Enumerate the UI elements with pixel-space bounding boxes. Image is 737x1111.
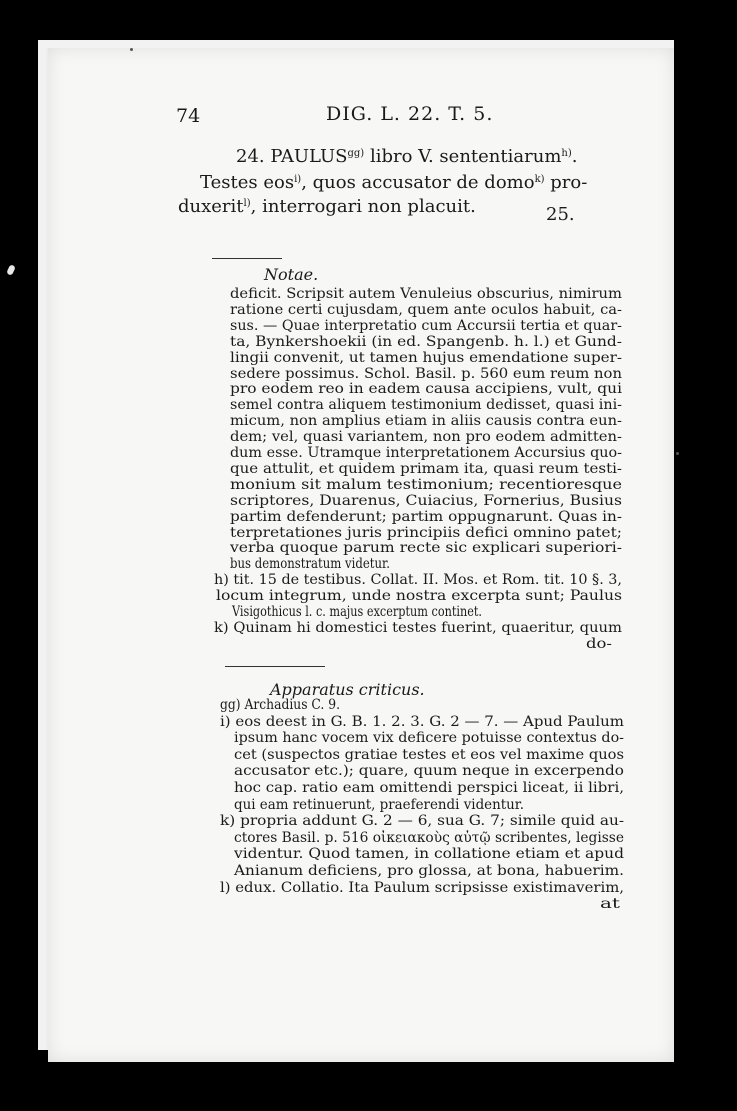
lex-author: PAULUS (270, 146, 348, 167)
notae-line: Visigothicus l. c. majus excerptum continet. (232, 604, 482, 620)
lex-text: , interrogari non placuit. (250, 196, 476, 217)
apparatus-line: gg) Archadius C. 9. (220, 697, 340, 713)
notae-line: k) Quinam hi domestici testes fuerint, quaeritur, quum (214, 619, 622, 636)
apparatus-line: hoc cap. ratio eam omittendi perspici liceat, ii libri, (234, 780, 624, 796)
lex-text-line (178, 196, 476, 217)
paper-speck (130, 48, 133, 51)
notae-line: micum, non amplius etiam in aliis causis contra eun- (230, 413, 622, 430)
notae-line: do- (586, 635, 612, 652)
notae-line: sus. — Quae interpretatio cum Accursii tertia et quar- (230, 317, 622, 334)
apparatus-line: ipsum hanc vocem vix deficere potuisse contextus do- (234, 730, 624, 747)
lex-text: Testes eos (200, 172, 295, 193)
footnote-ref: i) (294, 174, 302, 185)
notae-line: bus demonstratum videtur. (230, 556, 390, 573)
notae-line: semel contra aliquem testimonium dedisset, quasi ini- (230, 397, 622, 414)
apparatus-line: accusator etc.); quare, quum neque in excerpendo (234, 763, 624, 780)
apparatus-line: videntur. Quod tamen, in collatione etiam et apud (234, 846, 624, 863)
apparatus-title: Apparatus criticus. (270, 680, 425, 699)
notae-title: Notae. (264, 265, 319, 284)
apparatus-line: Anianum deficiens, pro glossa, at bona, habuerim. (234, 863, 624, 879)
notae-line: que attulit, et quidem primam ita, quasi reum testi- (230, 460, 622, 477)
apparatus-line: k) propria addunt G. 2 — 6, sua G. 7; simile quid au- (220, 813, 624, 830)
notae-line: monium sit malum testimonium; recentioresque (230, 476, 622, 493)
footnote-ref: l) (243, 198, 251, 209)
paper-speck (676, 452, 679, 455)
notae-line: lingii convenit, ut tamen hujus emendatione super- (230, 349, 622, 366)
lex-text: , quos accusator de domo (301, 172, 535, 193)
lex-text: duxerit (178, 196, 244, 217)
section-rule (212, 258, 282, 259)
section-rule (225, 666, 325, 667)
notae-line: h) tit. 15 de testibus. Collat. II. Mos. et Rom. tit. 10 §. 3, (214, 572, 622, 589)
lex-text: pro- (550, 172, 588, 193)
footnote-ref: k) (534, 174, 545, 185)
notae-line: ta, Bynkershoekii (in ed. Spangenb. h. l.) et Gund- (230, 333, 622, 350)
apparatus-line: qui eam retinuerunt, praeferendi videntur. (234, 796, 524, 813)
notae-line: partim defenderunt; partim oppugnarunt. Quas in- (230, 508, 622, 525)
lex-text-line (200, 172, 587, 193)
notae-line: deficit. Scripsit autem Venuleius obscurius, nimirum (230, 286, 622, 302)
apparatus-line: at (600, 896, 620, 913)
notae-line: dem; vel, quasi variantem, non pro eodem admitten- (230, 429, 622, 446)
lex-work: libro V. sententiarum (369, 146, 562, 167)
lex-number: 24. (236, 146, 265, 167)
footnote-ref: h) (561, 148, 572, 159)
footnote-ref: gg) (347, 148, 365, 159)
apparatus-line: i) eos deest in G. B. 1. 2. 3. G. 2 — 7. — Apud Paulum (220, 713, 624, 730)
stray-mark (6, 264, 16, 276)
notae-line: pro eodem reo in eadem causa accipiens, vult, qui (230, 381, 622, 398)
notae-line: verba quoque parum recte sic explicari superiori- (230, 540, 622, 557)
notae-line: ratione certi cujusdam, quem ante oculos habuit, ca- (230, 301, 622, 318)
digest-reference: DIG. L. 22. T. 5. (326, 103, 494, 125)
catchword: 25. (546, 204, 575, 225)
apparatus-line: ctores Basil. p. 516 οἰκειακοὺς αὐτῷ scribentes, legisse (234, 829, 624, 846)
lex-heading: 24. $PAULUS^{gg)}$ libro V. sententiarum$^{h)}$. (236, 146, 578, 167)
notae-line: sedere possimus. Schol. Basil. p. 560 eum reum non (230, 365, 622, 382)
page-number: 74 (176, 105, 201, 127)
notae-line: scriptores, Duarenus, Cuiacius, Fornerius, Busius (230, 492, 622, 509)
notae-line: terpretationes juris principiis defici omnino patet; (230, 524, 622, 541)
apparatus-line: cet (suspectos gratiae testes et eos vel maxime quos (234, 746, 624, 763)
notae-line: locum integrum, unde nostra excerpta sunt; Paulus (216, 588, 622, 605)
apparatus-line: l) edux. Collatio. Ita Paulum scripsisse existimaverim, (220, 879, 624, 896)
notae-line: dum esse. Utramque interpretationem Accursius quo- (230, 445, 622, 461)
